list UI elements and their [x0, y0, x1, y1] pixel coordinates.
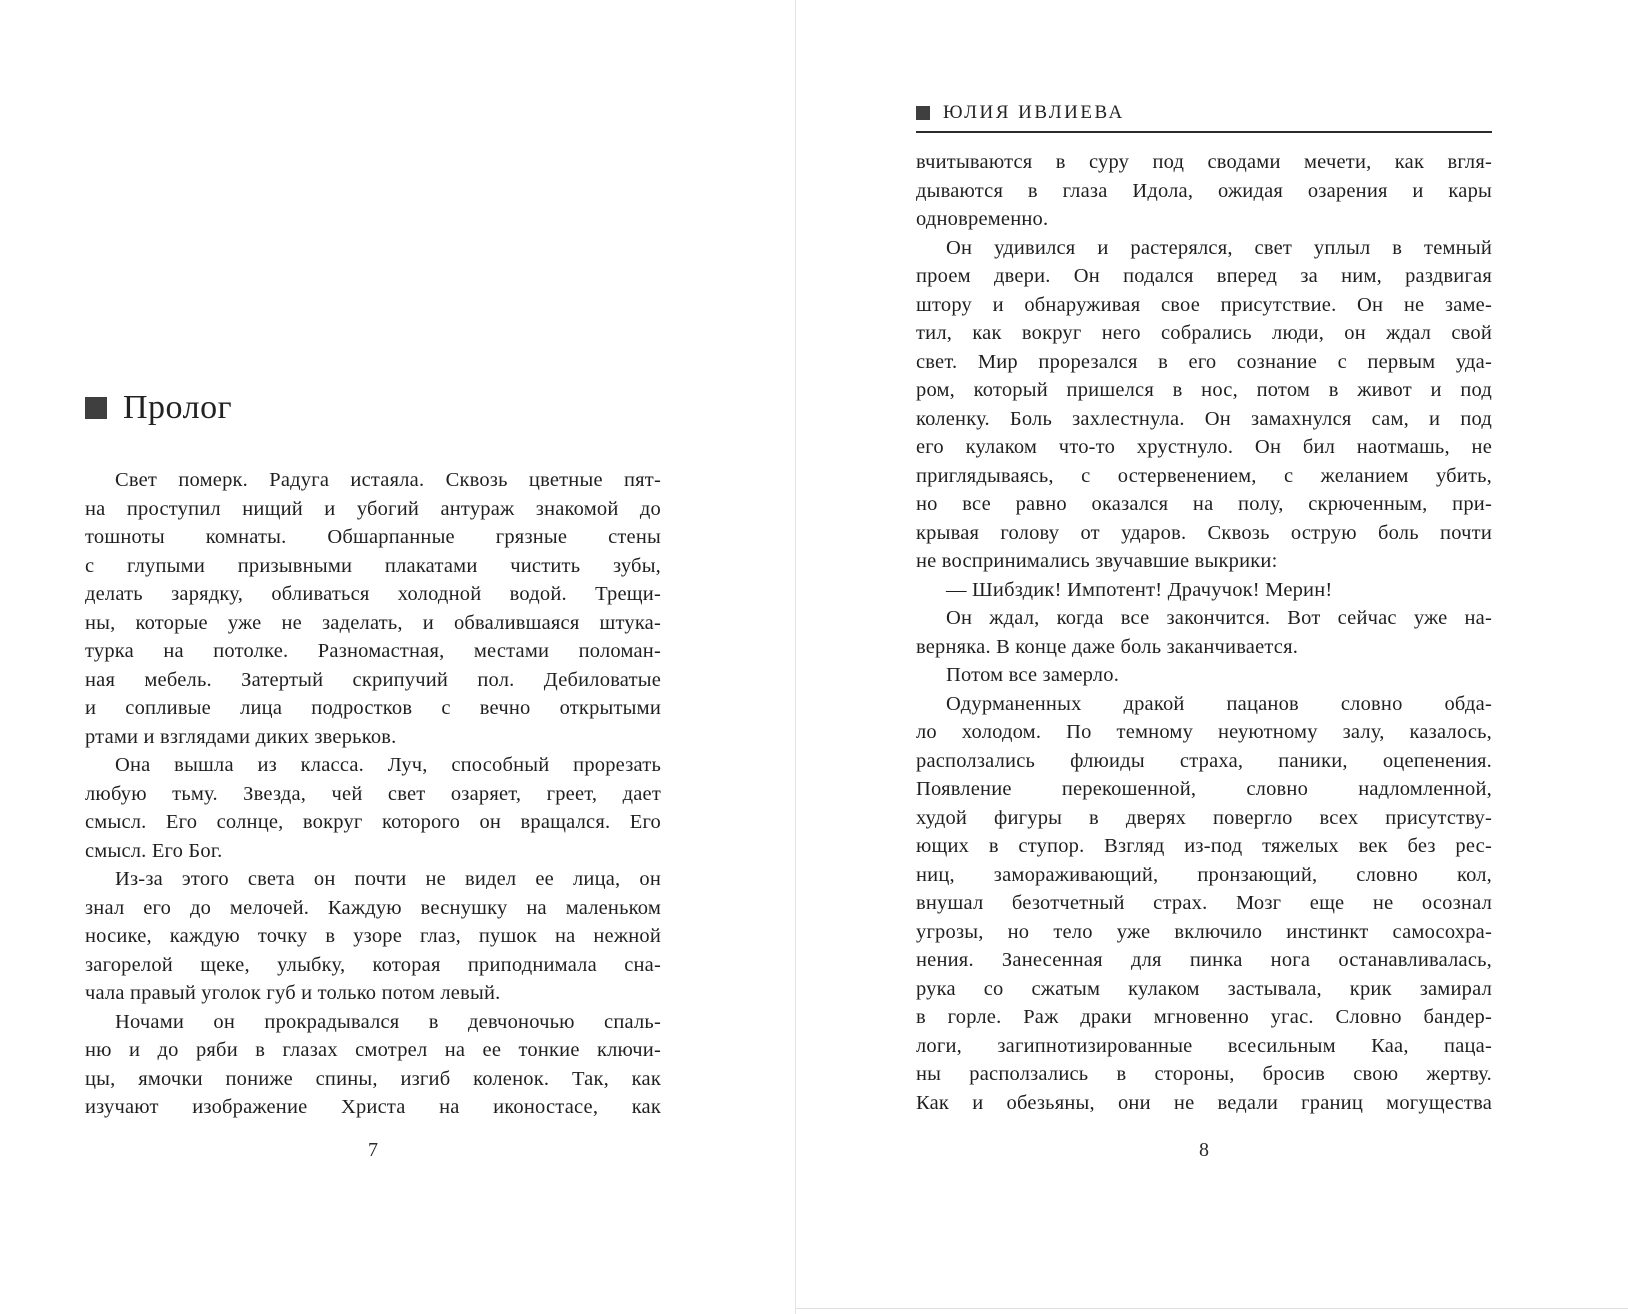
- paragraph: [85, 466, 661, 751]
- text-line: ртами и взглядами диких зверьков.: [85, 725, 397, 748]
- text-line: на проступил нищий и убогий антураж знакомой до: [85, 497, 661, 520]
- text-line: Из-за этого света он почти не видел ее лица, он: [115, 868, 661, 890]
- square-bullet-icon: [85, 397, 107, 419]
- text-line: нения. Занесенная для пинка нога останавливалась,: [916, 949, 1492, 971]
- text-line: смысл. Его солнце, вокруг которого он вращался. Его: [85, 811, 661, 833]
- text-line: Потом все замерло.: [946, 664, 1120, 686]
- text-line: ло холодом. По темному неуютному залу, казалось,: [916, 721, 1492, 743]
- text-line: проем двери. Он подался вперед за ним, раздвигая: [916, 265, 1492, 287]
- text-line: ны, которые уже не заделать, и обвалившаяся штука-: [85, 611, 661, 634]
- paragraph: [85, 865, 661, 1008]
- text-line: одновременно.: [916, 208, 1049, 230]
- text-line: логи, загипнотизированные всесильным Каа, паца-: [916, 1034, 1492, 1057]
- text-line: носике, каждую точку в узоре глаз, пушок на нежной: [85, 925, 661, 947]
- paragraph: [916, 576, 1492, 605]
- paragraph: [85, 751, 661, 865]
- text-line: и сопливые лица подростков с вечно открытыми: [85, 697, 661, 719]
- text-line: приглядываясь, с остервенением, с желанием убить,: [916, 464, 1492, 487]
- text-line: крывая голову от ударов. Сквозь острую боль почти: [916, 521, 1492, 544]
- left-page-text: [85, 466, 661, 1122]
- page-gutter-divider: [795, 0, 796, 1314]
- paragraph: [916, 690, 1492, 1118]
- text-line: смысл. Его Бог.: [85, 839, 223, 862]
- text-line: загорелой щеке, улыбку, которая приподнимала сна-: [85, 953, 661, 976]
- text-line: ны расползались в стороны, бросив свою жертву.: [916, 1063, 1492, 1085]
- right-page: [916, 0, 1492, 1314]
- chapter-heading: [85, 390, 232, 426]
- running-header: [916, 102, 1125, 124]
- text-line: ная мебель. Затертый скрипучий пол. Дебиловатые: [85, 668, 661, 691]
- paragraph: [916, 661, 1492, 690]
- text-line: вчитываются в суру под сводами мечети, как вгля-: [916, 151, 1492, 173]
- text-line: — Шибздик! Импотент! Драчучок! Мерин!: [946, 578, 1333, 601]
- text-line: знал его до мелочей. Каждую веснушку на маленьком: [85, 896, 661, 919]
- chapter-title: Пролог: [123, 389, 233, 426]
- text-line: внушал безотчетный страх. Мозг еще не осознал: [916, 892, 1492, 914]
- text-line: дываются в глаза Идола, ожидая озарения и кары: [916, 179, 1492, 202]
- text-line: Он ждал, когда все закончится. Вот сейчас уже на-: [946, 607, 1492, 629]
- text-line: тил, как вокруг него собрались люди, он ждал свой: [916, 322, 1492, 344]
- text-line: чала правый уголок губ и только потом левый.: [85, 982, 501, 1004]
- text-line: его кулаком что-то хрустнуло. Он бил наотмашь, не: [916, 436, 1492, 458]
- paragraph: [916, 148, 1492, 234]
- left-page-number: 7: [368, 1139, 378, 1161]
- text-line: свет. Мир прорезался в его сознание с первым уда-: [916, 350, 1492, 373]
- text-line: турка на потолке. Разномастная, местами поломан-: [85, 640, 661, 662]
- text-line: Одурманенных дракой пацанов словно обда-: [946, 692, 1492, 715]
- text-line: ню и до ряби в глазах смотрел на ее тонкие ключи-: [85, 1039, 661, 1061]
- text-line: в горле. Раж драки мгновенно угас. Словно бандер-: [916, 1006, 1492, 1028]
- text-line: верняка. В конце даже боль заканчивается.: [916, 635, 1299, 658]
- text-line: изучают изображение Христа на иконостасе, как: [85, 1096, 661, 1118]
- text-line: Ночами он прокрадывался в девчоночью спаль-: [115, 1010, 661, 1033]
- text-line: делать зарядку, обливаться холодной водой. Трещи-: [85, 583, 661, 605]
- text-line: Он удивился и растерялся, свет уплыл в темный: [946, 236, 1492, 259]
- text-line: худой фигуры в дверях повергло всех присутству-: [916, 806, 1492, 829]
- text-line: но все равно оказался на полу, скрюченным, при-: [916, 493, 1492, 515]
- paragraph: [916, 604, 1492, 661]
- text-line: Как и обезьяны, они не ведали границ могущества: [916, 1091, 1492, 1114]
- text-line: цы, ямочки пониже спины, изгиб коленок. Так, как: [85, 1067, 661, 1090]
- text-line: с глупыми призывными плакатами чистить зубы,: [85, 554, 661, 577]
- text-line: Свет померк. Радуга истаяла. Сквозь цветные пят-: [115, 469, 661, 491]
- text-line: штору и обнаруживая свое присутствие. Он не заме-: [916, 293, 1492, 316]
- paragraph: [85, 1008, 661, 1122]
- text-line: ниц, замораживающий, пронзающий, словно кол,: [916, 863, 1492, 886]
- text-line: рука со сжатым кулаком застывала, крик замирал: [916, 977, 1492, 1000]
- square-bullet-icon: [916, 106, 930, 120]
- text-line: не воспринимались звучавшие выкрики:: [916, 550, 1278, 572]
- text-line: ющих в ступор. Взгляд из-под тяжелых век без рес-: [916, 835, 1492, 857]
- right-page-text: [916, 148, 1492, 1117]
- text-line: Появление перекошенной, словно надломленной,: [916, 778, 1492, 800]
- text-line: любую тьму. Звезда, чей свет озаряет, греет, дает: [85, 782, 661, 805]
- text-line: расползались флюиды страха, паники, оцепенения.: [916, 749, 1492, 772]
- paragraph: [916, 234, 1492, 576]
- text-line: ром, который пришелся в нос, потом в живот и под: [916, 379, 1492, 401]
- text-line: угрозы, но тело уже включило инстинкт самосохра-: [916, 920, 1492, 943]
- text-line: коленку. Боль захлестнула. Он замахнулся сам, и под: [916, 407, 1492, 430]
- header-rule: [916, 131, 1492, 133]
- right-page-number: 8: [1199, 1139, 1209, 1161]
- left-page: [85, 0, 661, 1314]
- text-line: Она вышла из класса. Луч, способный прорезать: [115, 754, 661, 776]
- running-header-author: ЮЛИЯ ИВЛИЕВА: [943, 102, 1125, 123]
- text-line: тошноты комнаты. Обшарпанные грязные стены: [85, 526, 661, 548]
